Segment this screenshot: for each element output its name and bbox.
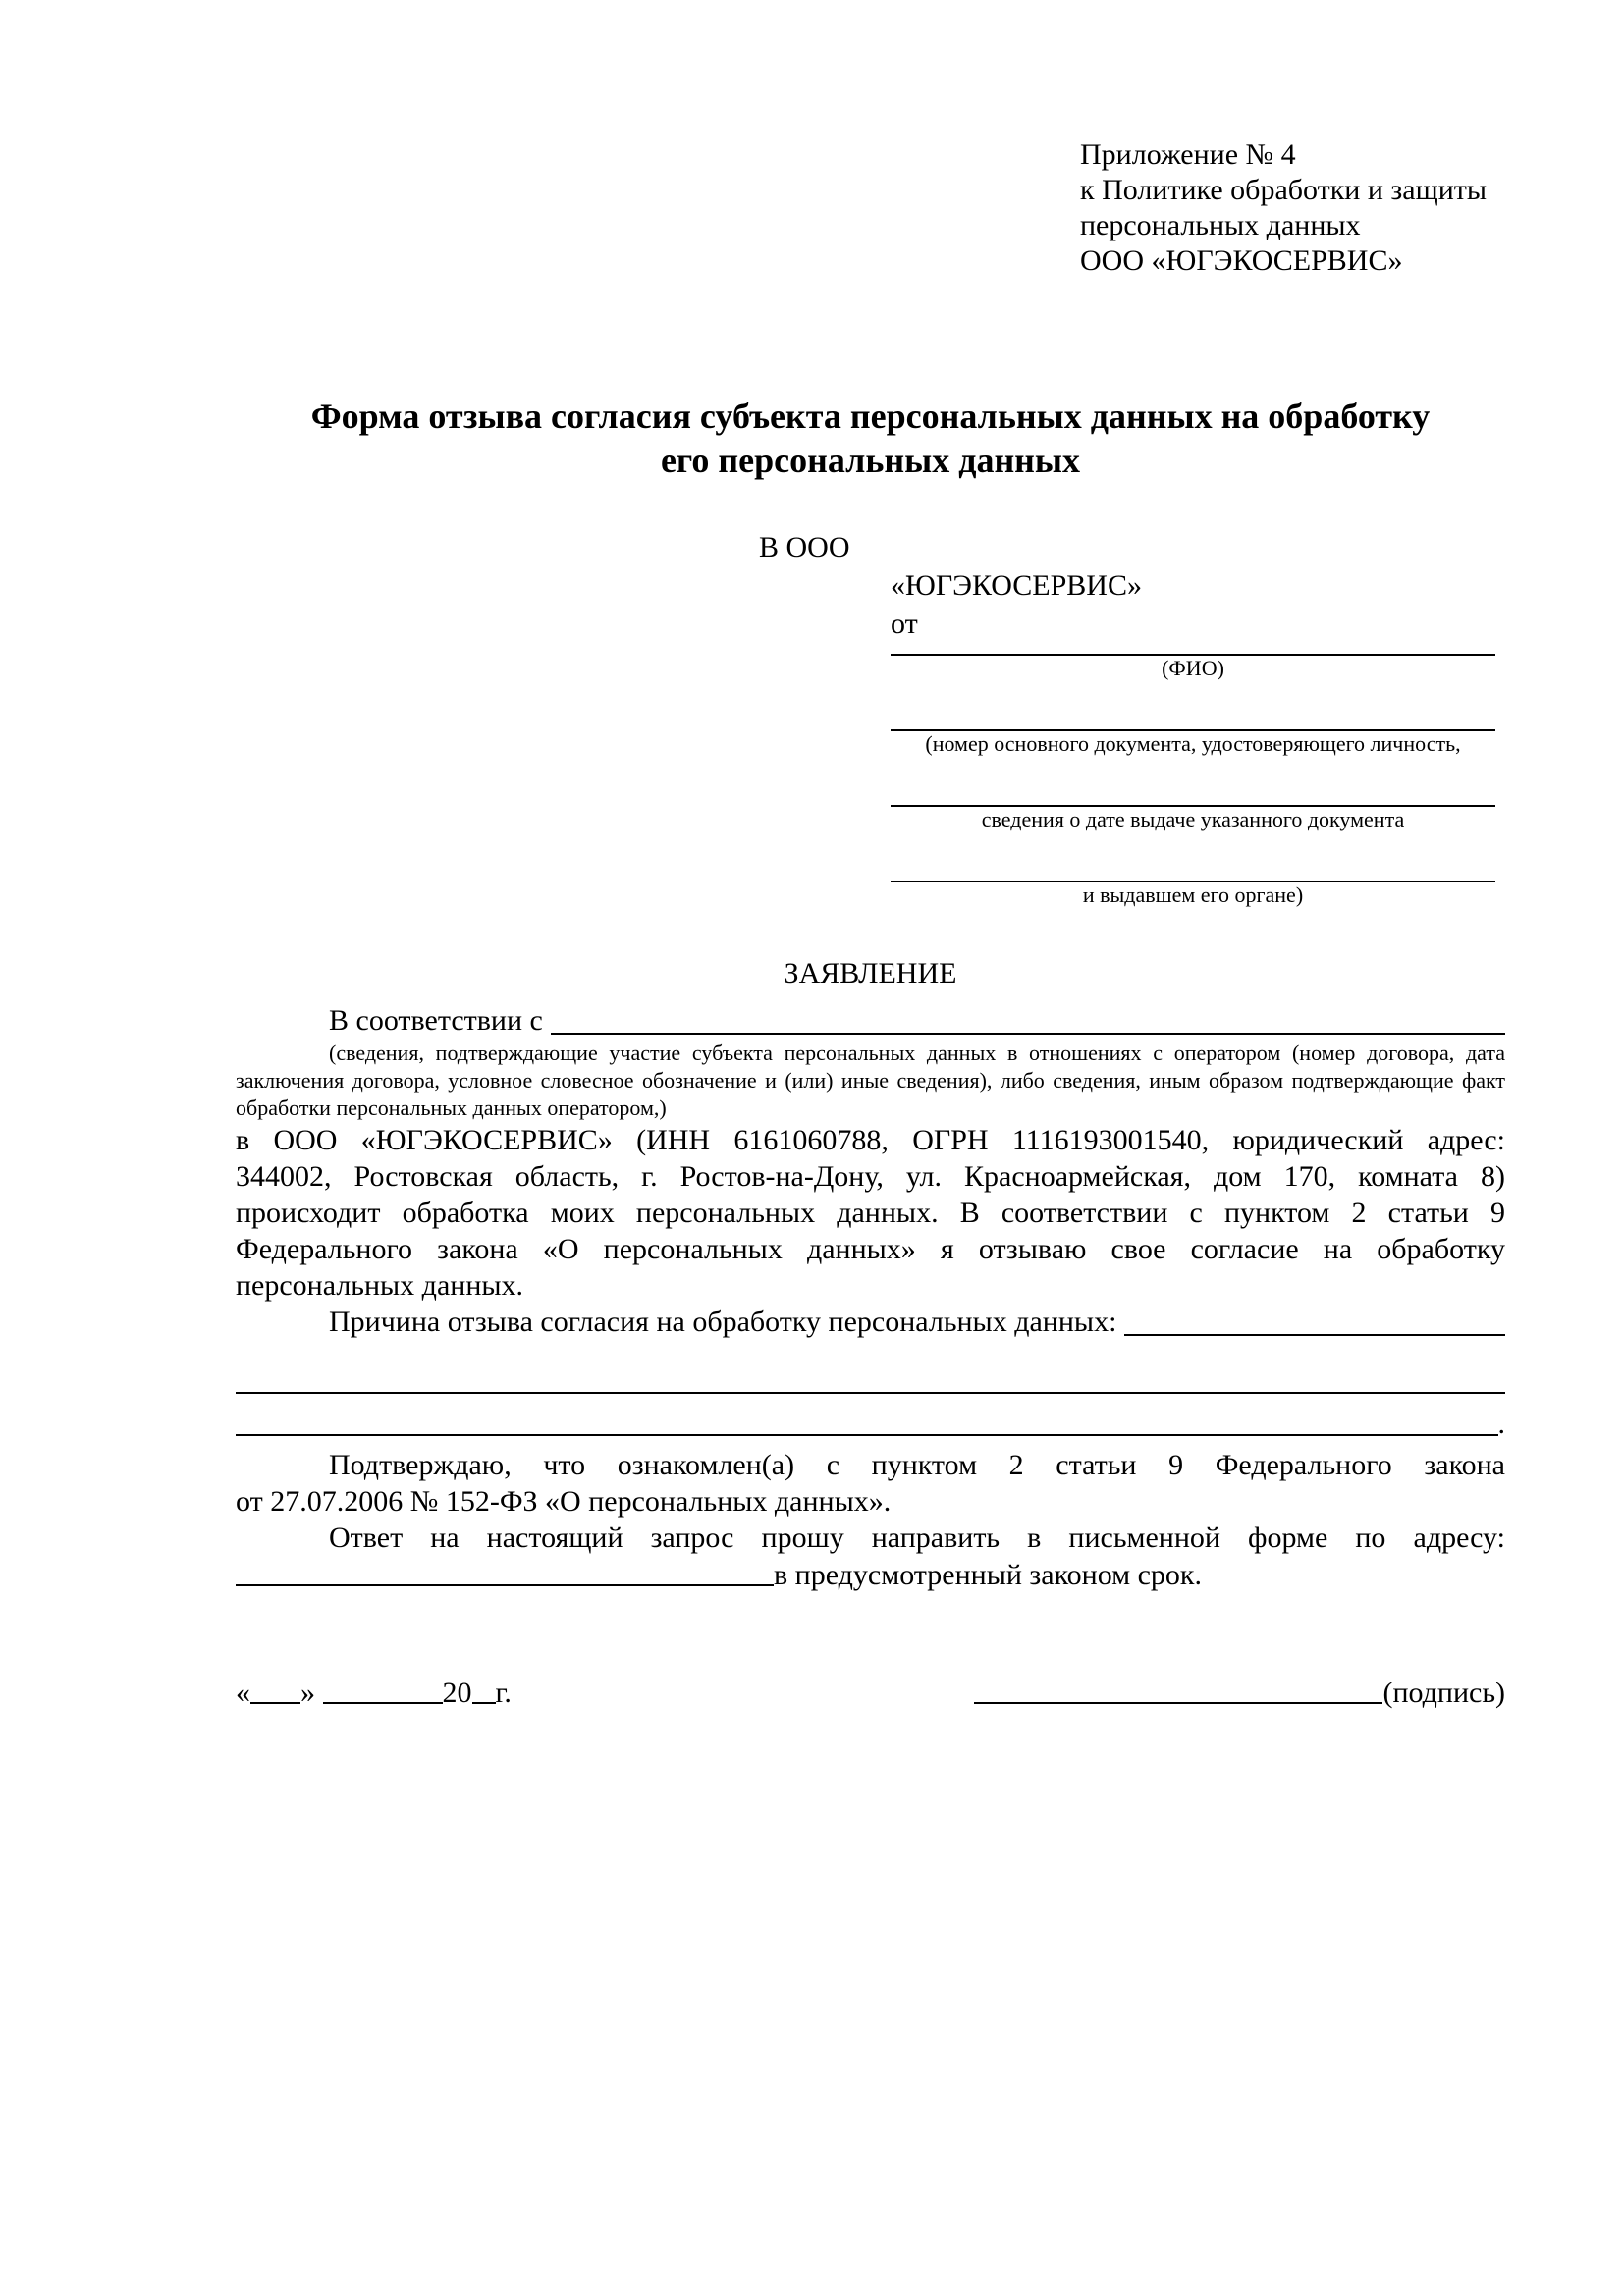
date-month-blank-line[interactable] bbox=[323, 1702, 443, 1704]
basis-label: В соответствии с bbox=[329, 1004, 543, 1037]
fio-blank-line[interactable] bbox=[891, 643, 1495, 656]
basis-explanation-line: (сведения, подтверждающие участие субъекта персональных данных в отношениях с оператором (номер договора, дата bbox=[329, 1041, 1505, 1065]
issuing-authority-caption: и выдавшем его органе) bbox=[1082, 882, 1304, 907]
issuing-authority-field bbox=[891, 870, 1495, 908]
document-number-caption: (номер основного документа, удостоверяющего личность, bbox=[925, 731, 1461, 756]
basis-explanation-line: обработки персональных данных оператором,) bbox=[236, 1095, 667, 1120]
page-title-line-2: его персональных данных bbox=[660, 441, 1081, 480]
statement-body-line: Федерального закона «О персональных данных» я отзываю свое согласие на обработку bbox=[236, 1233, 1505, 1265]
appendix-reference-line: Приложение № 4 bbox=[1080, 138, 1296, 171]
withdrawal-reason-blank-line-2[interactable] bbox=[236, 1341, 1505, 1394]
withdrawal-reason-blank-line-3-rule[interactable] bbox=[236, 1434, 1498, 1436]
reply-line-2 bbox=[236, 1557, 1505, 1594]
addressee-from-label: от bbox=[891, 608, 918, 640]
basis-explanation-line: заключения договора, условное словесное обозначение и (или) иные сведения), либо сведения, иным образом подтверждающие факт bbox=[236, 1068, 1505, 1093]
document-issue-date-blank-line[interactable] bbox=[891, 794, 1495, 807]
issuing-authority-blank-line[interactable] bbox=[891, 870, 1495, 882]
statement-body-line: происходит обработка моих персональных данных. В соответствии с пунктом 2 статьи 9 bbox=[236, 1197, 1505, 1229]
addressee-company-prefix: В ООО bbox=[759, 531, 850, 563]
statement-body-line: персональных данных. bbox=[236, 1269, 524, 1302]
fio-field bbox=[891, 643, 1495, 681]
signature-caption: (подпись) bbox=[1382, 1677, 1505, 1709]
statement-body-line: в ООО «ЮГЭКОСЕРВИС» (ИНН 6161060788, ОГРН 1116193001540, юридический адрес: bbox=[236, 1124, 1505, 1156]
withdrawal-reason-blank-line-3 bbox=[236, 1394, 1505, 1439]
document-number-field bbox=[891, 719, 1495, 757]
reply-line-1: Ответ на настоящий запрос прошу направить в письменной форме по адресу: bbox=[329, 1522, 1505, 1554]
page-title-line-1: Форма отзыва согласия субъекта персональных данных на обработку bbox=[310, 397, 1431, 436]
appendix-reference-line: ООО «ЮГЭКОСЕРВИС» bbox=[1080, 244, 1403, 277]
statement-body bbox=[236, 1122, 1505, 1304]
reply-paragraph bbox=[236, 1520, 1505, 1594]
reply-address-blank-line[interactable] bbox=[236, 1584, 774, 1586]
basis-explanation bbox=[236, 1040, 1505, 1122]
date-year-prefix: 20 bbox=[442, 1677, 472, 1709]
signature-blank-line[interactable] bbox=[974, 1702, 1382, 1704]
addressee-company-name: «ЮГЭКОСЕРВИС» bbox=[891, 569, 1142, 602]
withdrawal-reason-label: Причина отзыва согласия на обработку персональных данных: bbox=[329, 1306, 1117, 1338]
reason-terminal-period: . bbox=[1497, 1408, 1505, 1440]
document-number-blank-line[interactable] bbox=[891, 719, 1495, 731]
date-close-quote: » bbox=[300, 1677, 315, 1709]
document-issue-date-field bbox=[891, 794, 1495, 832]
date-year-blank-line[interactable] bbox=[472, 1702, 496, 1704]
date-day-blank-line[interactable] bbox=[250, 1702, 300, 1704]
appendix-reference-line: к Политике обработки и защиты bbox=[1080, 174, 1488, 206]
basis-blank-line[interactable] bbox=[551, 1033, 1505, 1035]
fio-caption: (ФИО) bbox=[1162, 656, 1224, 680]
date-open-quote: « bbox=[236, 1677, 250, 1709]
date-signature-row bbox=[236, 1675, 1505, 1712]
signature-group bbox=[974, 1675, 1505, 1712]
addressee-block bbox=[759, 528, 1495, 908]
confirmation-line: Подтверждаю, что ознакомлен(а) с пунктом 2 статьи 9 Федерального закона bbox=[329, 1449, 1505, 1481]
appendix-reference-line: персональных данных bbox=[1080, 209, 1361, 241]
appendix-reference-block bbox=[1080, 137, 1505, 279]
confirmation-line: от 27.07.2006 № 152-ФЗ «О персональных данных». bbox=[236, 1485, 892, 1518]
date-year-suffix: г. bbox=[495, 1677, 512, 1709]
page-title bbox=[236, 395, 1505, 483]
withdrawal-reason-blank-line[interactable] bbox=[1124, 1334, 1505, 1336]
date-group bbox=[236, 1675, 512, 1712]
document-issue-date-caption: сведения о дате выдаче указанного документа bbox=[981, 807, 1405, 831]
basis-line bbox=[236, 1002, 1505, 1040]
withdrawal-reason-line bbox=[236, 1304, 1505, 1341]
statement-body-line: 344002, Ростовская область, г. Ростов-на-Дону, ул. Красноармейская, дом 170, комната 8) bbox=[236, 1160, 1505, 1193]
statement-heading: ЗАЯВЛЕНИЕ bbox=[784, 957, 957, 989]
confirmation-paragraph bbox=[236, 1447, 1505, 1520]
reply-line-2-tail: в предусмотренный законом срок. bbox=[774, 1559, 1202, 1591]
